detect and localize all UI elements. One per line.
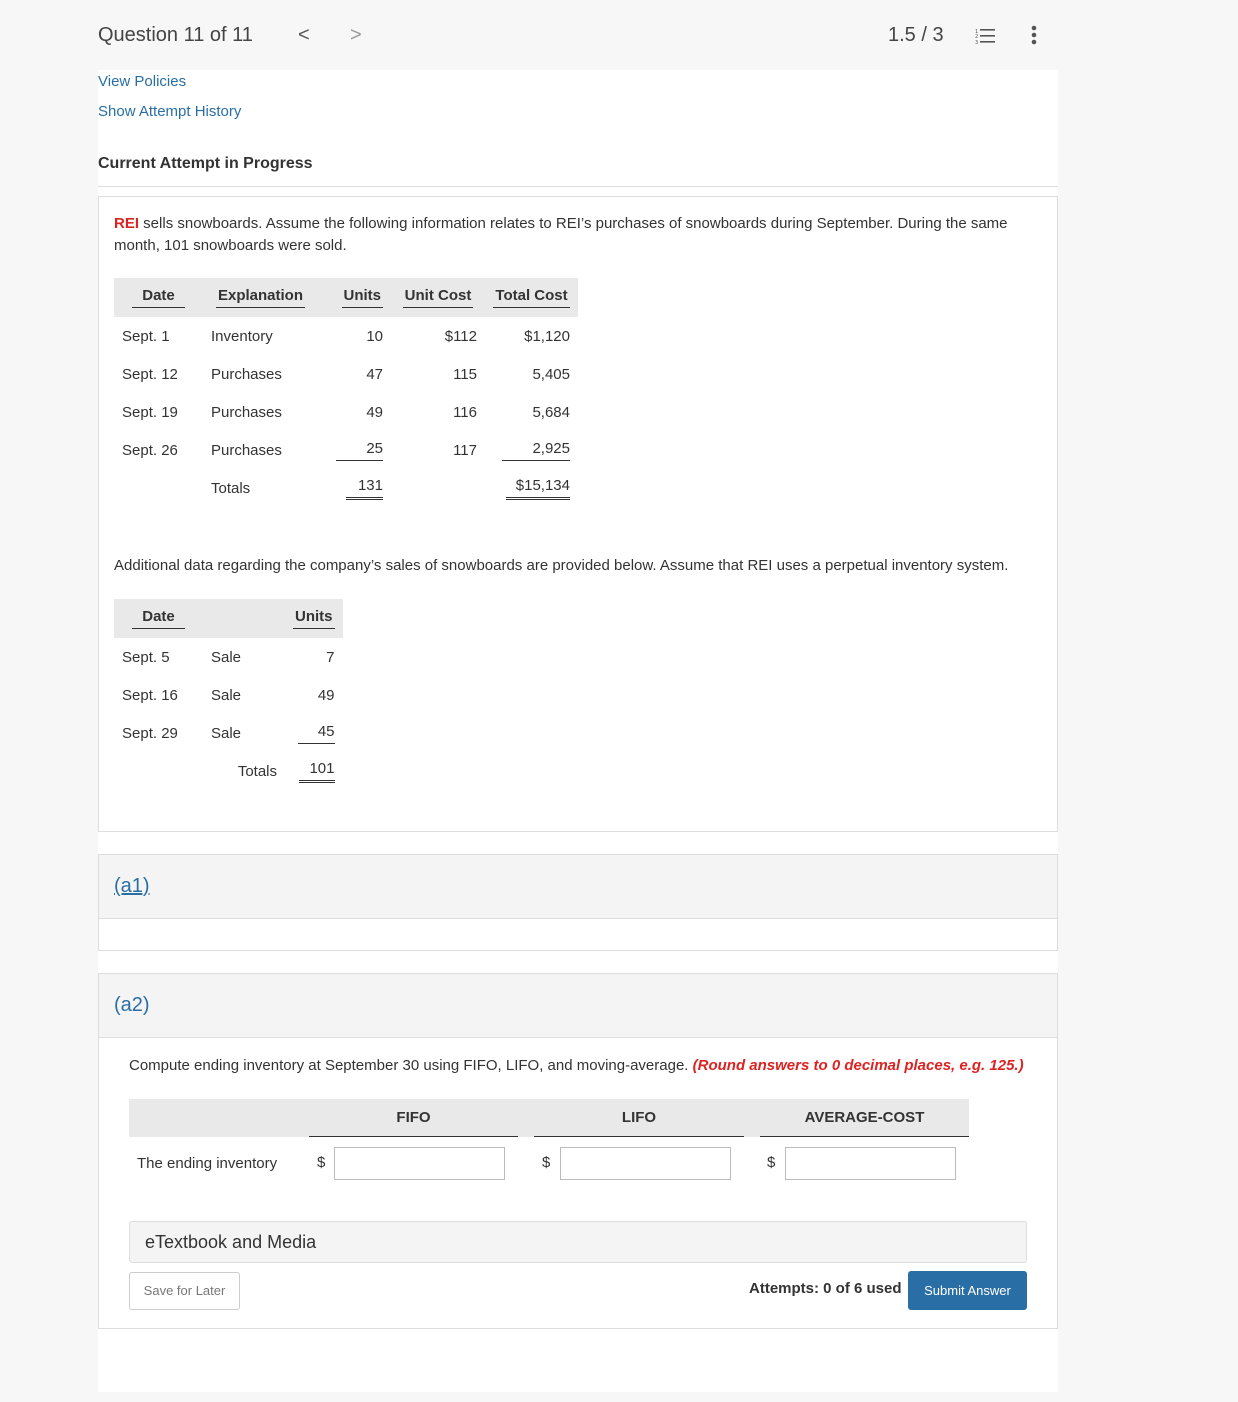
attempts-counter: Attempts: 0 of 6 used — [749, 1280, 902, 1297]
etextbook-media-button[interactable]: eTextbook and Media — [129, 1221, 1027, 1263]
svg-text:1: 1 — [975, 29, 979, 35]
date-cell: Sept. 26 — [122, 441, 178, 459]
date-cell: Sept. 16 — [122, 686, 178, 704]
date-cell: Sept. 19 — [122, 403, 178, 421]
date-cell: Sept. 1 — [122, 327, 170, 345]
explanation-cell: Purchases — [211, 441, 282, 459]
rounding-note: (Round answers to 0 decimal places, e.g. 125.) — [692, 1057, 1024, 1074]
grand-total-cost-cell: $15,134 — [485, 469, 578, 507]
question-score: 1.5 / 3 — [888, 24, 944, 46]
column-header: Explanation — [203, 278, 318, 317]
column-header: Date — [114, 278, 203, 317]
next-question-button[interactable]: > — [350, 24, 362, 46]
currency-symbol: $ — [317, 1154, 326, 1171]
show-attempt-history-link[interactable]: Show Attempt History — [98, 103, 242, 120]
column-header: Units — [318, 278, 391, 317]
column-header: Total Cost — [485, 278, 578, 317]
purchases-table — [114, 278, 578, 507]
fifo-input[interactable] — [334, 1147, 505, 1180]
units-cell: 47 — [366, 365, 383, 383]
lifo-column-header: LIFO — [534, 1099, 744, 1137]
table-row — [114, 355, 578, 393]
divider — [98, 186, 1058, 187]
explanation-cell: Inventory — [211, 327, 273, 345]
units-cell: 49 — [366, 403, 383, 421]
instruction-text: Compute ending inventory at September 30 using FIFO, LIFO, and moving-average. (Round answers to 0 decimal places, e.g. 125.) — [129, 1057, 1024, 1074]
totals-label: Totals — [237, 762, 277, 780]
table-row — [114, 714, 343, 752]
table-row — [114, 317, 578, 355]
units-cell: 25 — [318, 431, 391, 469]
part-a2-section — [98, 973, 1058, 1329]
more-options-icon[interactable] — [1028, 24, 1040, 51]
column-header: Date — [114, 599, 203, 638]
previous-question-button[interactable]: < — [298, 24, 310, 46]
average-cost-input[interactable] — [785, 1147, 956, 1180]
total-units-cell: 131 — [318, 469, 391, 507]
units-cell: 7 — [326, 648, 335, 666]
totals-row — [114, 469, 578, 507]
attempt-status-heading: Current Attempt in Progress — [98, 155, 313, 172]
question-counter: Question 11 of 11 — [98, 24, 253, 46]
column-header: Units — [285, 599, 343, 638]
intro-text: sells snowboards. Assume the following information relates to REI’s purchases of snowboards during September. During the same month, 101 snowboards were sold. — [114, 215, 1008, 254]
save-for-later-button[interactable]: Save for Later — [129, 1272, 240, 1310]
question-header — [0, 0, 1238, 70]
explanation-cell: Purchases — [211, 365, 282, 383]
svg-text:2: 2 — [975, 34, 979, 40]
type-cell: Sale — [211, 648, 242, 666]
total-cost-cell: 2,925 — [485, 431, 578, 469]
table-row — [114, 431, 578, 469]
date-cell: Sept. 12 — [122, 365, 178, 383]
unit-cost-cell: 115 — [453, 365, 477, 383]
part-a2-header — [99, 974, 1057, 1038]
units-cell: 10 — [366, 327, 383, 345]
type-cell: Sale — [211, 686, 242, 704]
currency-symbol: $ — [767, 1154, 776, 1171]
sales-table — [114, 599, 343, 790]
column-header: Unit Cost — [391, 278, 485, 317]
total-units-cell: 101 — [285, 752, 343, 790]
part-a1-section — [98, 854, 1058, 951]
unit-cost-cell: 116 — [453, 403, 477, 421]
table-row — [114, 393, 578, 431]
units-cell: 45 — [285, 714, 343, 752]
question-box — [98, 196, 1058, 832]
answer-table-header — [129, 1099, 969, 1137]
view-policies-link[interactable]: View Policies — [98, 73, 187, 90]
totals-label: Totals — [211, 479, 251, 497]
type-cell: Sale — [211, 724, 242, 742]
explanation-cell: Purchases — [211, 403, 282, 421]
submit-answer-button[interactable]: Submit Answer — [908, 1271, 1027, 1310]
table-row — [114, 676, 343, 714]
lifo-input[interactable] — [560, 1147, 731, 1180]
average-cost-column-header: AVERAGE-COST — [760, 1099, 969, 1137]
date-cell: Sept. 29 — [122, 724, 178, 742]
total-cost-cell: 5,405 — [532, 365, 570, 383]
total-cost-cell: $1,120 — [524, 327, 570, 345]
question-intro — [114, 213, 1044, 257]
unit-cost-cell: 117 — [453, 441, 477, 459]
part-a1-header — [99, 855, 1057, 919]
part-a1-link[interactable]: (a1) — [114, 875, 150, 897]
company-name: REI — [114, 215, 140, 232]
currency-symbol: $ — [542, 1154, 551, 1171]
additional-data-text: Additional data regarding the company’s sales of snowboards are provided below. Assume that REI uses a perpetual inventory system. — [114, 557, 1009, 574]
part-a2-label: (a2) — [114, 994, 150, 1016]
table-header-row — [114, 599, 343, 638]
units-cell: 49 — [317, 686, 335, 704]
table-header-row — [114, 278, 578, 317]
svg-text:3: 3 — [975, 40, 979, 45]
date-cell: Sept. 5 — [122, 648, 170, 666]
unit-cost-cell: $112 — [444, 327, 477, 345]
question-list-icon[interactable] — [975, 27, 995, 50]
table-row — [114, 638, 343, 676]
totals-row — [114, 752, 343, 790]
ending-inventory-label: The ending inventory — [137, 1155, 278, 1172]
total-cost-cell: 5,684 — [532, 403, 570, 421]
fifo-column-header: FIFO — [309, 1099, 518, 1137]
